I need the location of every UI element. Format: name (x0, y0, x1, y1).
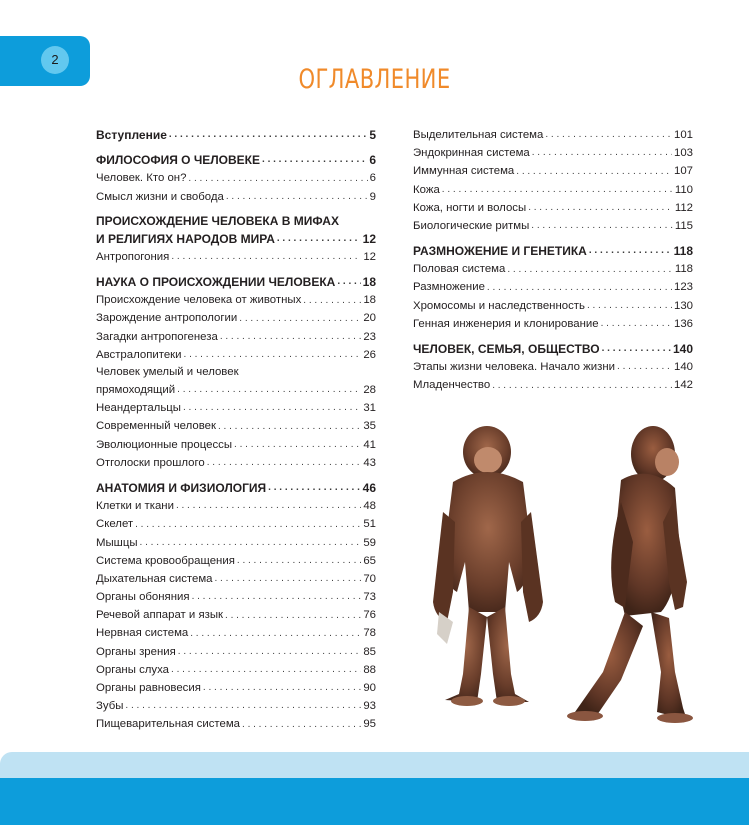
toc-entry[interactable] (413, 144, 693, 162)
toc-entry-label: Органы зрения (96, 645, 176, 658)
toc-entry[interactable] (96, 417, 376, 435)
toc-entry-label: Речевой аппарат и язык (96, 609, 224, 622)
toc-dot-leader (225, 607, 361, 625)
toc-page-number: 90 (363, 682, 376, 695)
toc-entry-label: Этапы жизни человека. Начало жизни (413, 361, 616, 374)
toc-entry-label: Иммунная система (413, 165, 515, 178)
toc-page-number: 73 (363, 591, 376, 604)
toc-dot-leader (303, 292, 361, 310)
toc-page-number: 93 (363, 700, 376, 713)
toc-page-number: 142 (673, 379, 693, 392)
toc-entry[interactable] (96, 169, 376, 187)
toc-dot-leader (268, 479, 360, 497)
toc-dot-leader (262, 151, 367, 169)
toc-entry-label: Органы обоняния (96, 591, 190, 604)
toc-entry[interactable] (413, 297, 693, 315)
toc-entry-label: Неандертальцы (96, 402, 181, 415)
toc-page-number: 20 (363, 312, 376, 325)
toc-entry[interactable] (96, 126, 376, 144)
toc-entry[interactable] (96, 606, 376, 624)
toc-entry[interactable] (413, 315, 693, 333)
toc-entry-label: Эволюционные процессы (96, 438, 233, 451)
toc-dot-leader (545, 126, 672, 144)
toc-dot-leader (177, 381, 361, 399)
toc-page-number: 12 (363, 250, 376, 263)
toc-page-number: 5 (369, 127, 376, 142)
toc-entry[interactable] (96, 588, 376, 606)
toc-section-heading-line: ПРОИСХОЖДЕНИЕ ЧЕЛОВЕКА В МИФАХ (96, 213, 339, 228)
toc-entry[interactable] (413, 260, 693, 278)
toc-entry[interactable] (413, 217, 693, 235)
toc-page-number: 59 (363, 536, 376, 549)
toc-entry[interactable] (96, 248, 376, 266)
toc-dot-leader (190, 625, 361, 643)
toc-entry-label: Зубы (96, 700, 124, 713)
toc-dot-leader (171, 248, 361, 266)
toc-dot-leader (531, 217, 673, 235)
toc-dot-leader (516, 163, 672, 181)
section-gap (96, 144, 376, 151)
toc-entry-label: Отголоски прошлого (96, 456, 205, 469)
toc-page-number: 18 (363, 294, 376, 307)
toc-entry[interactable] (96, 570, 376, 588)
toc-entry[interactable] (96, 310, 376, 328)
toc-entry-label: Антропогония (96, 250, 170, 263)
toc-entry[interactable] (96, 643, 376, 661)
toc-dot-leader (203, 679, 361, 697)
toc-dot-leader (178, 643, 362, 661)
toc-entry[interactable] (96, 661, 376, 679)
hominid-front-figure (433, 426, 543, 706)
toc-page-number: 110 (674, 183, 693, 196)
toc-dot-leader (601, 315, 672, 333)
toc-dot-leader (226, 188, 368, 206)
toc-section-heading[interactable] (96, 151, 376, 169)
toc-entry-label: Мышцы (96, 536, 138, 549)
toc-page-number: 51 (363, 518, 376, 531)
toc-page-number: 101 (673, 128, 693, 141)
toc-entry-label: Клетки и ткани (96, 500, 174, 513)
toc-right-column (413, 126, 693, 395)
toc-dot-leader (125, 697, 361, 715)
page-title: ОГЛАВЛЕНИЕ (298, 64, 451, 95)
toc-page-number: 115 (674, 219, 693, 232)
footer-dark-band (0, 778, 749, 825)
toc-entry[interactable] (96, 399, 376, 417)
toc-dot-leader (218, 418, 361, 436)
toc-page-number: 95 (363, 718, 376, 731)
toc-dot-leader (528, 199, 673, 217)
toc-entry[interactable] (413, 126, 693, 144)
toc-section-heading[interactable] (413, 242, 693, 260)
toc-entry-label: Эндокринная система (413, 147, 530, 160)
toc-dot-leader (214, 570, 361, 588)
toc-entry[interactable] (96, 381, 376, 399)
toc-entry-label: Биологические ритмы (413, 219, 530, 232)
toc-page-number: 85 (363, 645, 376, 658)
toc-entry[interactable] (96, 697, 376, 715)
toc-entry[interactable] (96, 552, 376, 570)
toc-page-number: 6 (369, 172, 376, 185)
toc-entry-label: Генная инженерия и клонирование (413, 317, 599, 330)
toc-dot-leader (176, 497, 361, 515)
two-hominid-figures-icon (425, 412, 700, 730)
toc-entry-label: Загадки антропогенеза (96, 330, 218, 343)
toc-page-number: 88 (363, 663, 376, 676)
toc-page-number: 112 (674, 201, 693, 214)
toc-dot-leader (192, 588, 362, 606)
toc-page-number: 118 (673, 244, 693, 259)
toc-entry-label: Происхождение человека от животных (96, 294, 302, 307)
section-gap (413, 333, 693, 340)
toc-entry-label: Органы слуха (96, 663, 170, 676)
toc-dot-leader (171, 661, 361, 679)
toc-dot-leader (532, 144, 672, 162)
toc-entry-label: НАУКА О ПРОИСХОЖДЕНИИ ЧЕЛОВЕКА (96, 275, 336, 290)
toc-page-number: 48 (363, 500, 376, 513)
toc-entry-label: Младенчество (413, 379, 491, 392)
toc-entry-label: Органы равновесия (96, 682, 201, 695)
toc-page-number: 23 (363, 330, 376, 343)
toc-section-heading[interactable] (96, 230, 376, 248)
toc-dot-leader (140, 534, 362, 552)
toc-entry-label: Пищеварительная система (96, 718, 241, 731)
toc-dot-leader (239, 310, 361, 328)
toc-entry[interactable] (96, 715, 376, 733)
toc-page-number: 78 (363, 627, 376, 640)
toc-page-number: 65 (363, 554, 376, 567)
section-gap (96, 206, 376, 213)
toc-section-heading[interactable] (96, 479, 376, 497)
toc-page-number: 6 (369, 153, 376, 168)
toc-entry[interactable] (413, 376, 693, 394)
toc-page-number: 103 (673, 147, 693, 160)
toc-entry-label: Система кровообращения (96, 554, 235, 567)
toc-page-number: 107 (673, 165, 693, 178)
footer-light-band (0, 752, 749, 778)
toc-dot-leader (507, 261, 673, 279)
toc-dot-leader (242, 716, 361, 734)
toc-entry[interactable] (96, 679, 376, 697)
toc-page-number: 31 (363, 402, 376, 415)
toc-dot-leader (183, 399, 361, 417)
toc-dot-leader (237, 552, 361, 570)
toc-entry-label: Австралопитеки (96, 348, 182, 361)
toc-entry-label: Вступление (96, 127, 167, 142)
toc-page-number: 43 (363, 456, 376, 469)
toc-entry-label: Хромосомы и наследственность (413, 299, 585, 312)
toc-dot-leader (135, 516, 361, 534)
section-gap (413, 235, 693, 242)
toc-entry[interactable] (413, 181, 693, 199)
toc-dot-leader (337, 273, 360, 291)
toc-page-number: 130 (673, 299, 693, 312)
toc-dot-leader (277, 230, 361, 248)
toc-dot-leader (169, 126, 367, 144)
toc-entry-label: Человек. Кто он? (96, 172, 187, 185)
toc-dot-leader (234, 436, 361, 454)
toc-entry-label: ЧЕЛОВЕК, СЕМЬЯ, ОБЩЕСТВО (413, 342, 600, 357)
page-number-badge: 2 (41, 46, 69, 74)
toc-left-column (96, 126, 376, 734)
toc-page-number: 70 (363, 572, 376, 585)
toc-entry-label: Смысл жизни и свобода (96, 190, 224, 203)
section-gap (96, 472, 376, 479)
toc-dot-leader (220, 328, 362, 346)
toc-dot-leader (487, 279, 672, 297)
hominid-walking-figure (567, 426, 693, 723)
toc-entry-label: Зарождение антропологии (96, 312, 238, 325)
toc-entry-label: прямоходящий (96, 384, 176, 397)
toc-entry-label: И РЕЛИГИЯХ НАРОДОВ МИРА (96, 231, 275, 246)
toc-entry[interactable] (96, 436, 376, 454)
toc-entry[interactable] (96, 515, 376, 533)
toc-entry-label: Кожа, ногти и волосы (413, 201, 527, 214)
toc-dot-leader (188, 170, 367, 188)
toc-dot-leader (442, 181, 673, 199)
toc-page-number: 140 (673, 361, 693, 374)
toc-entry-label: Нервная система (96, 627, 189, 640)
toc-dot-leader (589, 242, 672, 260)
toc-entry[interactable] (96, 497, 376, 515)
toc-entry-label-line: Человек умелый и человек (96, 366, 239, 379)
toc-entry[interactable] (413, 199, 693, 217)
toc-entry[interactable] (413, 162, 693, 180)
toc-entry-label: Скелет (96, 518, 134, 531)
toc-dot-leader (602, 340, 671, 358)
toc-entry[interactable] (96, 328, 376, 346)
toc-entry[interactable] (96, 625, 376, 643)
toc-dot-leader (617, 358, 672, 376)
toc-section-heading[interactable] (413, 340, 693, 358)
toc-entry[interactable] (96, 188, 376, 206)
toc-entry[interactable] (96, 534, 376, 552)
toc-entry[interactable] (413, 279, 693, 297)
toc-page-number: 35 (363, 420, 376, 433)
toc-page-number: 41 (363, 438, 376, 451)
toc-entry[interactable] (96, 346, 376, 364)
toc-entry-label: Дыхательная система (96, 572, 213, 585)
toc-entry[interactable] (96, 454, 376, 472)
toc-page-number: 28 (363, 384, 376, 397)
toc-page-number: 76 (363, 609, 376, 622)
toc-page-number: 118 (674, 263, 693, 276)
toc-page-number: 12 (362, 231, 376, 246)
toc-entry[interactable] (96, 291, 376, 309)
toc-entry-label: Выделительная система (413, 128, 544, 141)
toc-page-number: 18 (362, 275, 376, 290)
toc-entry-label: Половая система (413, 263, 506, 276)
toc-page-number: 46 (362, 480, 376, 495)
section-gap (96, 266, 376, 273)
toc-page-number: 136 (673, 317, 693, 330)
toc-dot-leader (184, 346, 362, 364)
toc-page-number: 123 (673, 281, 693, 294)
toc-entry-label: Кожа (413, 183, 440, 196)
toc-dot-leader (492, 377, 672, 395)
toc-page-number: 26 (363, 348, 376, 361)
toc-dot-leader (587, 297, 672, 315)
toc-entry[interactable] (413, 358, 693, 376)
toc-dot-leader (207, 454, 362, 472)
toc-page-number: 9 (369, 190, 376, 203)
toc-section-heading[interactable] (96, 273, 376, 291)
toc-entry-label: АНАТОМИЯ И ФИЗИОЛОГИЯ (96, 480, 267, 495)
toc-entry-label: РАЗМНОЖЕНИЕ И ГЕНЕТИКА (413, 244, 587, 259)
toc-entry-label: ФИЛОСОФИЯ О ЧЕЛОВЕКЕ (96, 153, 261, 168)
toc-entry-label: Размножение (413, 281, 485, 294)
toc-entry-label: Современный человек (96, 420, 216, 433)
toc-page-number: 140 (672, 342, 693, 357)
